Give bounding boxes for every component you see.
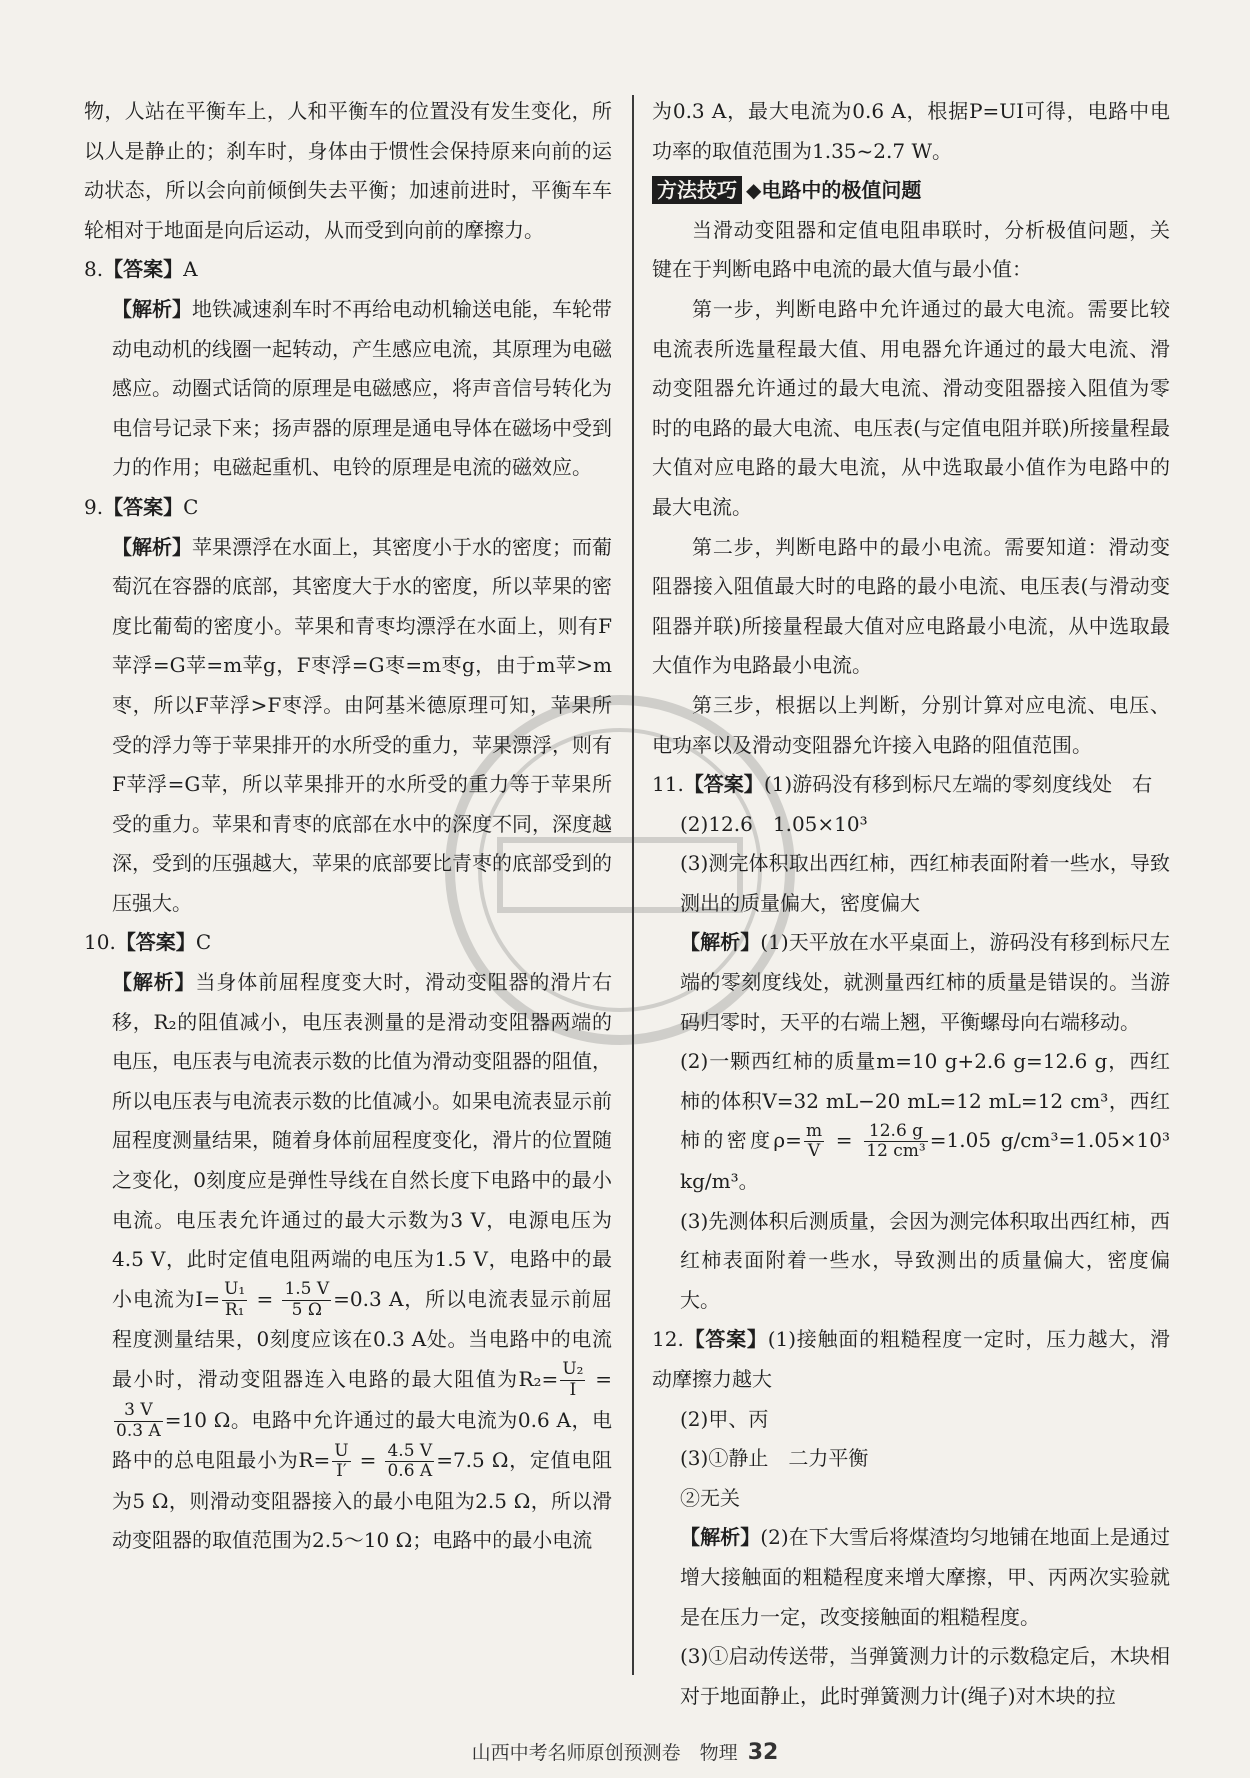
- q9-number: 9.: [84, 494, 104, 519]
- fraction-m-v: $\frac{m}{V}$: [805, 1120, 823, 1162]
- tip-heading: [652, 171, 1170, 211]
- q9-answer: [84, 488, 612, 528]
- q9-analysis: [84, 528, 612, 924]
- fraction-u-i-prime: $\frac{U}{I'}$: [334, 1440, 349, 1482]
- fraction-4p5v-0p6a: $\frac{4.5 V}{0.6 A}$: [387, 1440, 433, 1482]
- q12-answer-part2: (2)甲、丙: [680, 1406, 769, 1431]
- q10-analysis-text-a: 当身体前屈程度变大时，滑动变阻器的滑片右移，R₂的阻值减小，电压表测量的是滑动变阻器两端的电压，电压表与电流表示数的比值为滑动变阻器的阻值，所以电压表与电流表示数的比值减小。如果电流表显示前屈程度测量结果，随着身体前屈程度变化，滑片的位置随之变化，0刻度应是弹性导线在自然长度下电路中的最小电流。电压表允许通过的最大示数为3 V，电源电压为4.5 V，此时定值电阻两端的电压为1.5 V，电路中的最小电流为I=: [112, 970, 613, 1311]
- q12-answer: [652, 1320, 1170, 1399]
- q12-number: 12.: [652, 1327, 684, 1352]
- q9-analysis-text: 苹果漂浮在水面上，其密度小于水的密度；而葡萄沉在容器的底部，其密度大于水的密度，所以苹果的密度比葡萄的密度小。苹果和青枣均漂浮在水面上，则有F苹浮=G苹=m苹g，F枣浮=G枣=m枣g，由于m苹>m枣，所以F苹浮>F枣浮。由阿基米德原理可知，苹果所受的浮力等于苹果排开的水所受的重力，苹果漂浮，则有F苹浮=G苹，所以苹果排开的水所受的重力等于苹果所受的重力。苹果和青枣的底部在水中的深度不同，深度越深，受到的压强越大，苹果的底部要比青枣的底部受到的压强大。: [112, 534, 612, 915]
- q10-analysis-text-b: =0.3 A，所以电流表显示前屈程度测量结果，0刻度应该在0.3 A处。当电路中的电流最小时，滑动变阻器连入电路的最大阻值为R₂=: [112, 1286, 612, 1391]
- q10-analysis-text-c: =10 Ω。电路中允许通过的最大电流为0.6 A，电路中的总电阻最小为R=: [112, 1407, 612, 1473]
- right-column: [652, 92, 1170, 1716]
- tip-paragraph-1: 当滑动变阻器和定值电阻串联时，分析极值问题，关键在于判断电路中电流的最大值与最小值：: [652, 217, 1170, 282]
- q10-answer-value: C: [195, 930, 212, 955]
- q9-analysis-tag: 【解析】: [112, 534, 192, 559]
- q12-answer-tag: 【答案】: [683, 1327, 768, 1352]
- q10-number: 10.: [84, 930, 116, 955]
- q11-answer-part2: (2)12.6 1.05×10³: [680, 811, 868, 836]
- q8-analysis-tag: 【解析】: [112, 296, 192, 321]
- q9-answer-tag: 【答案】: [103, 494, 184, 519]
- page-number: 32: [747, 1740, 779, 1765]
- fraction-u1-r1: $\frac{\text{U₁}}{\text{R₁}}$: [224, 1279, 246, 1320]
- fraction-12p6g-12cm3: $\frac{12.6 g}{\text{12 cm³}}$: [866, 1120, 926, 1162]
- q10-analysis-tag: 【解析】: [112, 970, 196, 995]
- q11-analysis-1: 【解析】(1)天平放在水平桌面上，游码没有移到标尺左端的零刻度线处，就测量西红柿的质量是错误的。当游码归零时，天平的右端上翘，平衡螺母向右端移动。: [680, 930, 1170, 1034]
- q12-answer-part1: (1)接触面的粗糙程度一定时，压力越大，滑动摩擦力越大: [652, 1327, 1170, 1391]
- q8-answer-value: A: [183, 257, 198, 282]
- q12-answer-part3: (3)①静止 二力平衡: [680, 1446, 869, 1471]
- q10-analysis-text-d: =7.5 Ω，定值电阻为5 Ω，则滑动变阻器接入的最小电阻为2.5 Ω，所以滑动变阻器的取值范围为2.5～10 Ω；电路中的最小电流: [112, 1448, 612, 1553]
- q11-analysis-2: (2)一颗西红柿的质量m=10 g+2.6 g=12.6 g，西红柿的体积V=32 mL−20 mL=12 mL=12 cm³，西红柿的密度ρ= $\frac{m}{V}$ = $\frac{12.6 g}{\text{12 cm³}}$ =1.05 g/cm³=1.05×10³ kg/m³。: [680, 1049, 1170, 1193]
- q8-answer-tag: 【答案】: [103, 257, 184, 282]
- intro-paragraph: 物，人站在平衡车上，人和平衡车的位置没有发生变化，所以人是静止的；刹车时，身体由于惯性会保持原来向前的运动状态，所以会向前倾倒失去平衡；加速前进时，平衡车车轮相对于地面是向后运动，从而受到向前的摩擦力。: [84, 99, 612, 242]
- column-divider: [632, 95, 634, 1675]
- tip-paragraph-2: 第一步，判断电路中允许通过的最大电流。需要比较电流表所选量程最大值、用电器允许通过的最大电流、滑动变阻器允许通过的最大电流、滑动变阻器接入阻值为零时的电路的最大电流、电压表(与定值电阻并联)所接量程最大值对应电路的最大电流，从中选取最小值作为电路中的最大电流。: [652, 296, 1170, 519]
- q9-answer-value: C: [183, 494, 199, 519]
- q12-answer-part4: ②无关: [680, 1485, 740, 1510]
- left-column: [84, 92, 612, 1561]
- q11-answer-part1: (1)游码没有移到标尺左端的零刻度线处 右: [763, 772, 1153, 797]
- q10-analysis: 【解析】当身体前屈程度变大时，滑动变阻器的滑片右移，R₂的阻值减小，电压表测量的是滑动变阻器两端的电压，电压表与电流表示数的比值为滑动变阻器的阻值，所以电压表与电流表示数的比值减小。如果电流表显示前屈程度测量结果，随着身体前屈程度变化，滑片的位置随之变化，0刻度应是弹性导线在自然长度下电路中的最小电流。电压表允许通过的最大示数为3 V，电源电压为4.5 V，此时定值电阻两端的电压为1.5 V，电路中的最小电流为I= $\frac{\text{U₁}}{\text{R₁}}$ = $\frac{1.5 V}{5 \Omega}$ =0.3 A，所以电流表显示前屈程度测量结果，0刻度应该在0.3 A处。当电路中的电流最小时，滑动变阻器连入电路的最大阻值为R₂= $\frac{\text{U₂}}{I}$ = $\frac{3 V}{0.3 A}$ =10 Ω。电路中允许通过的最大电流为0.6 A，电路中的总电阻最小为R= $\frac{U}{I'}$ = $\frac{4.5 V}{0.6 A}$ =7.5 Ω，定值电阻为5 Ω，则滑动变阻器接入的最小电阻为2.5 Ω，所以滑动变阻器的取值范围为2.5～10 Ω；电路中的最小电流: [112, 970, 613, 1553]
- q8-analysis-text: 地铁减速刹车时不再给电动机输送电能，车轮带动电动机的线圈一起转动，产生感应电流，其原理为电磁感应。动圈式话筒的原理是电磁感应，将声音信号转化为电信号记录下来；扬声器的原理是通电导体在磁场中受到力的作用；电磁起重机、电铃的原理是电流的磁效应。: [112, 296, 612, 480]
- q11-answer-tag: 【答案】: [683, 772, 764, 797]
- q8-analysis: [84, 290, 612, 488]
- q10-answer: [84, 923, 612, 963]
- q8-number: 8.: [84, 257, 104, 282]
- page-footer: [0, 1738, 1250, 1765]
- q11-answer-part3: (3)测完体积取出西红柿，西红柿表面附着一些水，导致测出的质量偏大，密度偏大: [680, 851, 1170, 915]
- q12-analysis-2: (3)①启动传送带，当弹簧测力计的示数稳定后，木块相对于地面静止，此时弹簧测力计(绳子)对木块的拉: [680, 1644, 1170, 1708]
- footer-title: 山西中考名师原创预测卷 物理: [471, 1742, 738, 1764]
- fraction-u2-i: $\frac{\text{U₂}}{I}$: [562, 1359, 584, 1400]
- q8-answer: [84, 250, 612, 290]
- q12-analysis-tag: 【解析】: [680, 1525, 761, 1550]
- q11-answer: [652, 765, 1170, 805]
- q11-analysis-3: (3)先测体积后测质量，会因为测完体积取出西红柿，西红柿表面附着一些水，导致测出的质量偏大，密度偏大。: [680, 1208, 1170, 1312]
- tip-title: ◆电路中的极值问题: [746, 178, 922, 203]
- fraction-1p5v-5ohm: $\frac{1.5 V}{5 \Omega}$: [284, 1279, 330, 1320]
- q10-answer-tag: 【答案】: [115, 930, 196, 955]
- tip-paragraph-4: 第三步，根据以上判断，分别计算对应电流、电压、电功率以及滑动变阻器允许接入电路的阻值范围。: [652, 692, 1170, 757]
- q11-number: 11.: [652, 772, 684, 797]
- continued-paragraph: 为0.3 A，最大电流为0.6 A，根据P=UI可得，电路中电功率的取值范围为1.35~2.7 W。: [652, 99, 1170, 163]
- q12-analysis-1: 【解析】(2)在下大雪后将煤渣均匀地铺在地面上是通过增大接触面的粗糙程度来增大摩擦，甲、丙两次实验就是在压力一定，改变接触面的粗糙程度。: [680, 1525, 1170, 1629]
- fraction-3v-0p3a: $\frac{3 V}{0.3 A}$: [116, 1399, 161, 1441]
- tip-label-box: 方法技巧: [652, 176, 742, 204]
- tip-paragraph-3: 第二步，判断电路中的最小电流。需要知道：滑动变阻器接入阻值最大时的电路的最小电流、电压表(与滑动变阻器并联)所接量程最大值对应电路最小电流，从中选取最大值作为电路最小电流。: [652, 534, 1170, 678]
- q11-analysis-tag: 【解析】: [680, 930, 761, 955]
